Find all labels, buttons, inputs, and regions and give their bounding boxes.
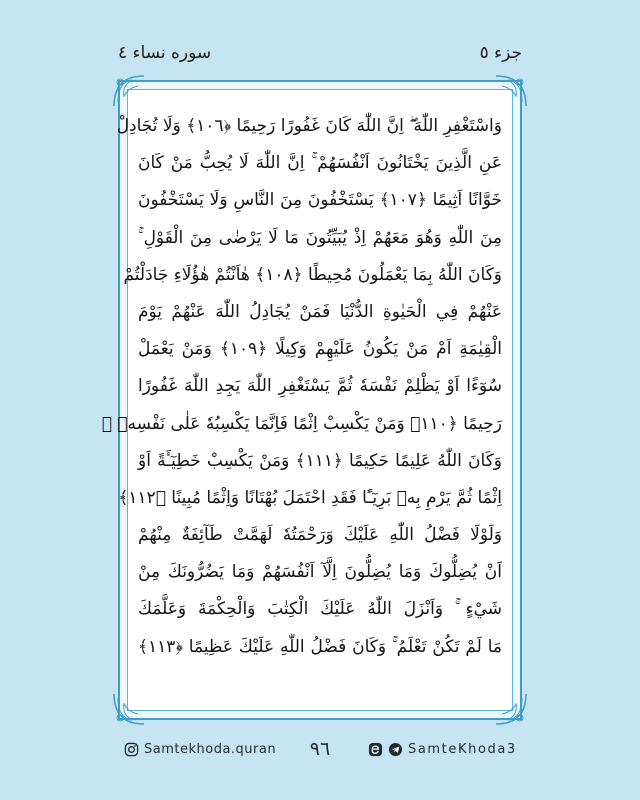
- text-line: عَنْهُمْ فِي الْحَيٰوةِ الدُّنْيَا فَمَنْ يُجَادِلُ اللّٰهَ عَنْهُمْ يَوْمَ: [138, 301, 502, 322]
- text-line: وَلَوْلَا فَضْلُ اللّٰهِ عَلَيْكَ وَرَحْمَتُهٗ لَهَمَّتْ طَآئِفَةٌ مِنْهُمْ: [138, 525, 502, 546]
- text-line: وَكَانَ اللّٰهُ عَلِيمًا حَكِيمًا ﴿١١١﴾ وَمَنْ يَكْسِبْ خَطِيٓـَٔةً اَوْ: [138, 450, 502, 471]
- text-line: عَنِ الَّذِينَ يَخْتَانُونَ اَنْفُسَهُمْ ۚ اِنَّ اللّٰهَ لَا يُحِبُّ مَنْ كَانَ: [138, 153, 502, 174]
- text-line: مِنَ اللّٰهِ وَهُوَ مَعَهُمْ اِذْ يُبَيِّتُونَ مَا لَا يَرْضٰى مِنَ الْقَوْلِ ۚ: [138, 227, 502, 248]
- eitaa-icon: [368, 742, 383, 757]
- text-line: خَوَّانًا اَثِيمًا ﴿١٠٧﴾ يَسْتَخْفُونَ مِنَ النَّاسِ وَلَا يَسْتَخْفُونَ: [138, 190, 502, 211]
- instagram-link[interactable]: [124, 742, 276, 757]
- text-line: رَحِيمًا ﴿١١٠﴾ وَمَنْ يَكْسِبْ اِثْمًا فَاِنَّمَا يَكْسِبُهٗ عَلٰى نَفْسِهٖ ۚ: [101, 413, 502, 434]
- text-line: اَنْ يُضِلُّوكَ وَمَا يُضِلُّونَ اِلَّآ اَنْفُسَهُمْ وَمَا يَضُرُّونَكَ مِنْ: [138, 562, 502, 583]
- page-number: ٩٦: [309, 738, 331, 760]
- page-footer: [0, 738, 640, 768]
- text-line: مَا لَمْ تَكُنْ تَعْلَمُ ۚ وَكَانَ فَضْلُ اللّٰهِ عَلَيْكَ عَظِيمًا ﴿١١٣﴾: [138, 636, 502, 657]
- text-line: سُوٓءًا اَوْ يَظْلِمْ نَفْسَهٗ ثُمَّ يَسْتَغْفِرِ اللّٰهَ يَجِدِ اللّٰهَ غَفُورًا: [138, 376, 502, 397]
- text-line: شَيْءٍ ۚ وَاَنْزَلَ اللّٰهُ عَلَيْكَ الْكِتٰبَ وَالْحِكْمَةَ وَعَلَّمَكَ: [138, 599, 502, 620]
- page-header: [118, 38, 522, 68]
- juz-label: جزء ٥: [479, 43, 522, 63]
- text-line: اِثْمًا ثُمَّ يَرْمِ بِهٖ بَرِيٓـًٔا فَقَدِ احْتَمَلَ بُهْتَانًا وَاِثْمًا مُبِينًا ﴿١١٢﴾: [118, 487, 502, 508]
- text-line: الْقِيٰمَةِ اَمْ مَنْ يَكُونُ عَلَيْهِمْ وَكِيلًا ﴿١٠٩﴾ وَمَنْ يَعْمَلْ: [138, 339, 502, 360]
- quran-text-block: [101, 108, 502, 666]
- telegram-icon: [388, 742, 403, 757]
- telegram-link[interactable]: [368, 742, 517, 757]
- text-line: وَكَانَ اللّٰهُ بِمَا يَعْمَلُونَ مُحِيطًا ﴿١٠٨﴾ هٰاَنْتُمْ هٰؤُلَاءِ جَادَلْتُمْ: [123, 264, 502, 285]
- instagram-handle: Samtekhoda.quran: [144, 742, 277, 757]
- text-line: وَاسْتَغْفِرِ اللّٰهَ ۖ اِنَّ اللّٰهَ كَانَ غَفُورًا رَحِيمًا ﴿١٠٦﴾ وَلَا تُجَادِلْ: [116, 116, 502, 136]
- telegram-handle: SamteKhoda3: [408, 742, 517, 757]
- instagram-icon: [124, 742, 139, 757]
- surah-label: سوره نساء ٤: [118, 43, 212, 63]
